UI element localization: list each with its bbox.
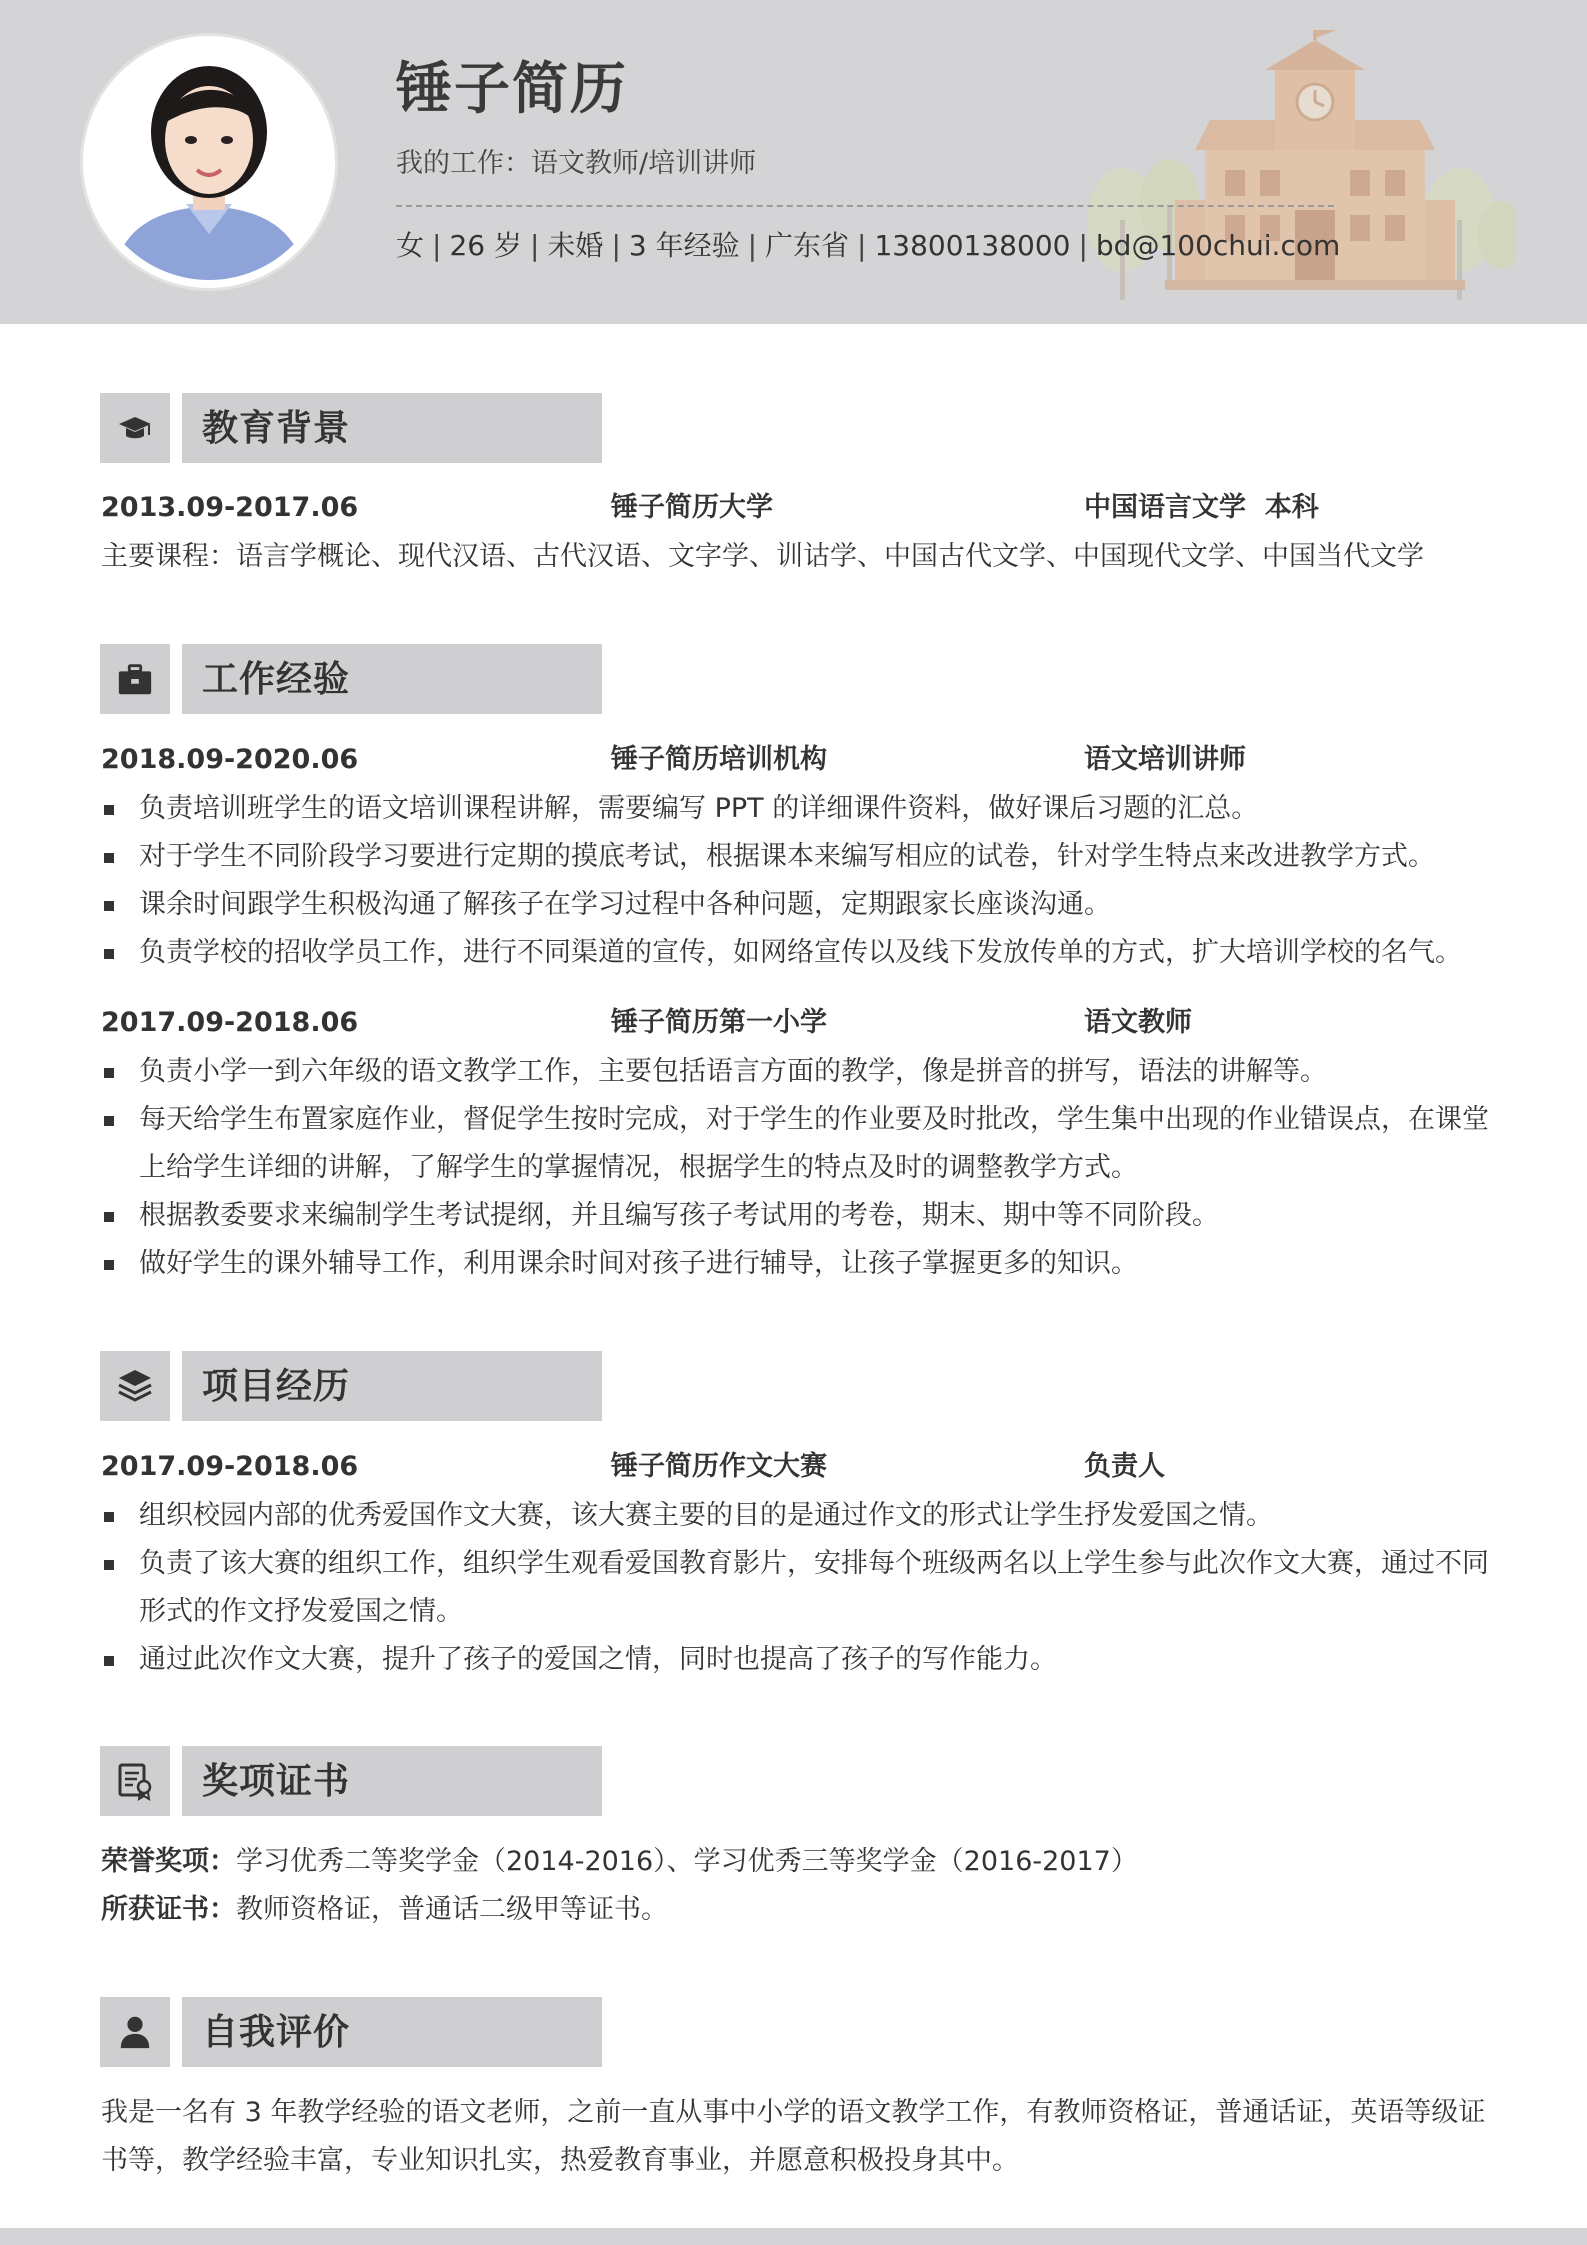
section-title: 工作经验 — [202, 659, 351, 700]
entry-major: 中国语言文学 本科 — [1084, 492, 1319, 523]
entry-org: 锤子简历第一小学 — [611, 1007, 827, 1038]
list-item: 通过此次作文大赛，提升了孩子的爱国之情，同时也提高了孩子的写作能力。 — [101, 1636, 1501, 1684]
list-item: 负责学校的招收学员工作，进行不同渠道的宣传，如网络宣传以及线下发放传单的方式，扩大培训学校的名气。 — [101, 929, 1501, 977]
list-item: 对于学生不同阶段学习要进行定期的摸底考试，根据课本来编写相应的试卷，针对学生特点来改进教学方式。 — [101, 833, 1501, 881]
graduation-cap-icon — [115, 408, 155, 448]
cert-value: 教师资格证，普通话二级甲等证书。 — [236, 1894, 668, 1925]
info-separator: | — [432, 229, 442, 262]
info-separator: | — [857, 229, 867, 262]
list-item: 根据教委要求来编制学生考试提纲，并且编写孩子考试用的考卷，期末、期中等不同阶段。 — [101, 1192, 1501, 1240]
info-separator: | — [529, 229, 540, 262]
awards-certificates — [101, 1886, 1501, 1934]
resume-name: 锤子简历 — [396, 57, 628, 122]
personal-info — [396, 229, 1340, 263]
work-entry-header — [101, 740, 1501, 780]
section-title: 自我评价 — [202, 2012, 351, 2053]
info-age: 26 岁 — [449, 229, 522, 262]
profile-photo — [91, 44, 327, 280]
info-email: bd@100chui.com — [1095, 229, 1341, 262]
entry-period: 2017.09-2018.06 — [101, 1007, 359, 1038]
footer-bar — [0, 2228, 1587, 2245]
entry-school: 锤子简历大学 — [611, 492, 773, 523]
info-separator: | — [747, 229, 758, 262]
project-bullets — [101, 1492, 1501, 1684]
resume-header — [0, 0, 1587, 324]
education-courses: 主要课程：语言学概论、现代汉语、古代汉语、文字学、训诂学、中国古代文学、中国现代文学、中国当代文学 — [101, 541, 1424, 572]
entry-role: 负责人 — [1084, 1451, 1165, 1482]
avatar — [80, 33, 338, 291]
list-item: 负责了该大赛的组织工作，组织学生观看爱国教育影片，安排每个班级两名以上学生参与此次作文大赛，通过不同形式的作文抒发爱国之情。 — [101, 1540, 1501, 1636]
job-value: 语文教师/培训讲师 — [531, 148, 757, 179]
work-bullets — [101, 785, 1501, 977]
list-item: 负责小学一到六年级的语文教学工作，主要包括语言方面的教学，像是拼音的拼写，语法的讲解等。 — [101, 1048, 1501, 1096]
entry-period: 2018.09-2020.06 — [101, 744, 359, 775]
entry-project-name: 锤子简历作文大赛 — [611, 1451, 827, 1482]
section-project — [100, 1351, 602, 1421]
section-title: 教育背景 — [202, 408, 351, 449]
work-entry-header — [101, 1003, 1501, 1043]
list-item: 每天给学生布置家庭作业，督促学生按时完成，对于学生的作业要及时批改，学生集中出现的作业错误点，在课堂上给学生详细的讲解，了解学生的掌握情况，根据学生的特点及时的调整教学方式。 — [101, 1096, 1501, 1192]
entry-period: 2013.09-2017.06 — [101, 492, 359, 523]
honor-label: 荣誉奖项： — [101, 1846, 236, 1877]
section-education — [100, 393, 602, 463]
list-item: 组织校园内部的优秀爱国作文大赛，该大赛主要的目的是通过作文的形式让学生抒发爱国之情。 — [101, 1492, 1501, 1540]
certificate-icon — [115, 1761, 155, 1801]
info-location: 广东省 — [765, 229, 850, 262]
honor-value: 学习优秀二等奖学金（2014-2016）、学习优秀三等奖学金（2016-2017） — [236, 1846, 1138, 1877]
school-illustration-icon — [1075, 30, 1515, 320]
section-title: 项目经历 — [202, 1366, 351, 1407]
entry-period: 2017.09-2018.06 — [101, 1451, 359, 1482]
user-icon — [116, 2013, 154, 2051]
header-divider — [396, 205, 1334, 207]
work-bullets — [101, 1048, 1501, 1288]
education-entry — [101, 488, 1501, 528]
job-label: 我的工作： — [396, 148, 531, 179]
project-entry-header — [101, 1447, 1501, 1487]
job-line — [396, 150, 756, 177]
info-gender: 女 — [396, 229, 425, 262]
list-item: 做好学生的课外辅导工作，利用课余时间对孩子进行辅导，让孩子掌握更多的知识。 — [101, 1240, 1501, 1288]
section-awards — [100, 1746, 602, 1816]
entry-org: 锤子简历培训机构 — [611, 744, 827, 775]
entry-role: 语文培训讲师 — [1084, 744, 1246, 775]
info-separator: | — [1078, 229, 1088, 262]
section-self-evaluation — [100, 1997, 602, 2067]
section-title: 奖项证书 — [202, 1761, 351, 1802]
list-item: 课余时间跟学生积极沟通了解孩子在学习过程中各种问题，定期跟家长座谈沟通。 — [101, 881, 1501, 929]
layers-icon — [115, 1366, 155, 1406]
cert-label: 所获证书： — [101, 1894, 236, 1925]
info-phone: 13800138000 — [874, 229, 1071, 262]
section-work — [100, 644, 602, 714]
info-separator: | — [611, 229, 621, 262]
briefcase-icon — [116, 660, 154, 698]
awards-honors — [101, 1838, 1501, 1886]
info-marital: 未婚 — [547, 229, 604, 262]
self-evaluation-text: 我是一名有 3 年教学经验的语文老师，之前一直从事中小学的语文教学工作，有教师资格证，普通话证，英语等级证书等，教学经验丰富，专业知识扎实，热爱教育事业，并愿意积极投身其中。 — [101, 2097, 1486, 2176]
list-item: 负责培训班学生的语文培训课程讲解，需要编写 PPT 的详细课件资料，做好课后习题的汇总。 — [101, 785, 1501, 833]
info-experience: 3 年经验 — [628, 229, 740, 262]
entry-role: 语文教师 — [1084, 1007, 1192, 1038]
